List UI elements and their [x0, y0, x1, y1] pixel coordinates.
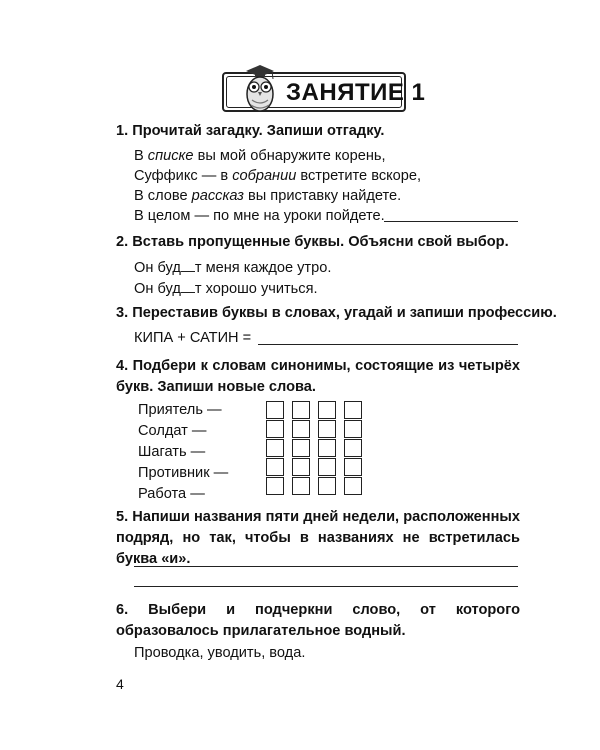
- task2-sentence-1: [134, 259, 331, 276]
- task1-answer-line[interactable]: [384, 221, 518, 222]
- letter-cell[interactable]: [266, 420, 284, 438]
- letter-cell[interactable]: [318, 401, 336, 419]
- sentence-text: т хорошо учиться.: [194, 281, 318, 297]
- task3-answer-line[interactable]: [258, 344, 518, 345]
- letter-cell[interactable]: [344, 401, 362, 419]
- synonym-word-3: Шагать —: [138, 444, 206, 460]
- sentence-text: Он буд: [134, 260, 181, 276]
- riddle-text: Суффикс — в: [134, 168, 233, 184]
- letter-cell[interactable]: [266, 477, 284, 495]
- letter-cell[interactable]: [266, 439, 284, 457]
- riddle-italic-word: списке: [147, 148, 194, 164]
- task5-question: 5. Напиши названия пяти дней недели, расположенных подряд, но так, чтобы в названиях не встретилась буква «и».: [116, 509, 520, 567]
- letter-cell[interactable]: [266, 458, 284, 476]
- owl-with-graduation-cap-icon: [238, 62, 282, 114]
- riddle-text: вы мой обнаружите корень,: [193, 148, 386, 164]
- riddle-text: В целом — по мне на уроки пойдете.: [134, 208, 385, 224]
- missing-letter-blank[interactable]: [181, 280, 195, 293]
- riddle-text: вы приставку найдете.: [243, 188, 402, 204]
- synonym-word-5: Работа —: [138, 486, 205, 502]
- letter-cell[interactable]: [266, 401, 284, 419]
- riddle-text: встретите вскоре,: [296, 168, 422, 184]
- task2-sentence-2: [134, 280, 318, 297]
- letter-cell[interactable]: [318, 458, 336, 476]
- riddle-italic-word: рассказ: [191, 188, 244, 204]
- task5-answer-line-1[interactable]: [134, 566, 518, 567]
- riddle-italic-word: собрании: [232, 168, 297, 184]
- letter-cell[interactable]: [292, 401, 310, 419]
- task6-word-list: Проводка, уводить, вода.: [134, 645, 306, 661]
- letter-cell[interactable]: [318, 420, 336, 438]
- letter-cell[interactable]: [344, 477, 362, 495]
- task1-riddle-line-2: [134, 168, 421, 184]
- sentence-text: т меня каждое утро.: [194, 260, 332, 276]
- riddle-text: В слове: [134, 188, 192, 204]
- letter-cell[interactable]: [344, 420, 362, 438]
- letter-cell[interactable]: [318, 439, 336, 457]
- letter-cell[interactable]: [292, 458, 310, 476]
- synonym-word-2: Солдат —: [138, 423, 207, 439]
- letter-cell[interactable]: [292, 477, 310, 495]
- lesson-title: ЗАНЯТИЕ 1: [286, 79, 426, 106]
- task3-expression: КИПА + САТИН =: [134, 330, 252, 346]
- letter-cell[interactable]: [318, 477, 336, 495]
- synonym-word-1: Приятель —: [138, 402, 222, 418]
- riddle-text: В: [134, 148, 148, 164]
- task5-answer-line-2[interactable]: [134, 586, 518, 587]
- letter-cell[interactable]: [292, 439, 310, 457]
- task1-question: 1. Прочитай загадку. Запиши отгадку.: [116, 123, 385, 139]
- task4-question: 4. Подбери к словам синонимы, состоящие из четырёх букв. Запиши новые слова.: [116, 358, 520, 395]
- task1-riddle-line-3: [134, 188, 401, 204]
- task1-riddle-line-4: [134, 208, 385, 224]
- letter-cell[interactable]: [344, 458, 362, 476]
- task3-question: 3. Переставив буквы в словах, угадай и запиши профессию.: [116, 305, 557, 321]
- synonym-word-4: Противник —: [138, 465, 229, 481]
- sentence-text: Он буд: [134, 281, 181, 297]
- letter-cell[interactable]: [292, 420, 310, 438]
- letter-cell[interactable]: [344, 439, 362, 457]
- task2-question: 2. Вставь пропущенные буквы. Объясни свой выбор.: [116, 234, 509, 250]
- task1-riddle-line-1: [134, 148, 386, 164]
- page-number: 4: [116, 676, 124, 692]
- missing-letter-blank[interactable]: [181, 259, 195, 272]
- task6-question: 6. Выбери и подчеркни слово, от которого образовалось прилагательное водный.: [116, 602, 520, 639]
